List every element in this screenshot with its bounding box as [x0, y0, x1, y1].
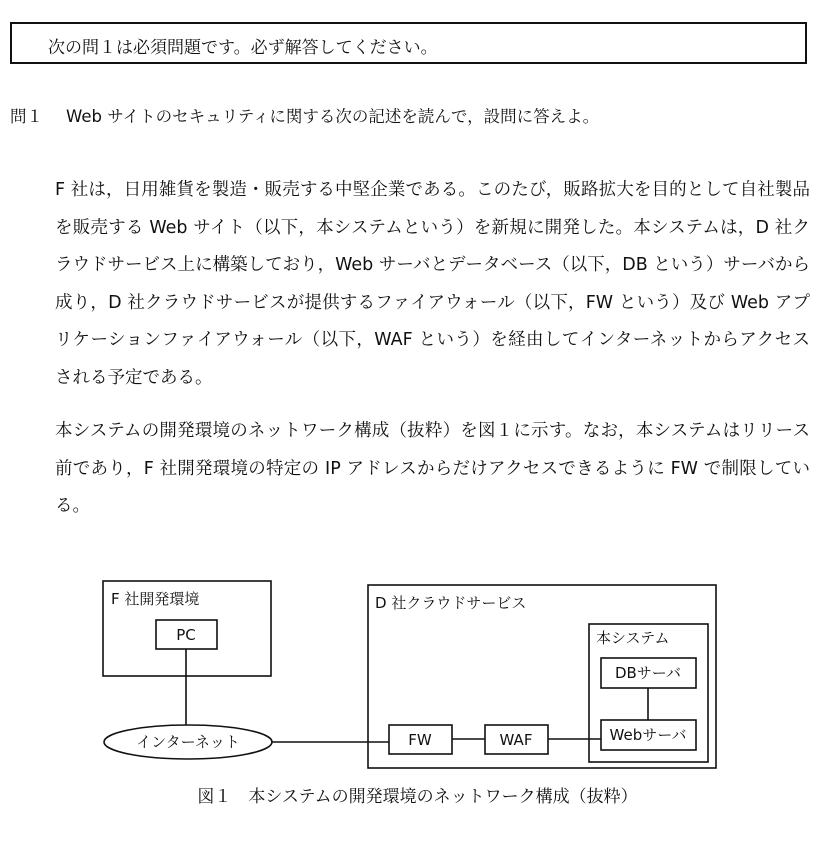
network-diagram — [0, 570, 835, 775]
question-title: Web サイトのセキュリティに関する次の記述を読んで，設問に答えよ。 — [66, 107, 600, 126]
web-server-label: Webサーバ — [609, 726, 687, 744]
db-server-label: DBサーバ — [614, 664, 682, 682]
question-number: 問１ — [10, 107, 43, 126]
system-label: 本システム — [596, 629, 670, 647]
mandatory-notice-text: 次の問１は必須問題です。必ず解答してください。 — [48, 38, 438, 58]
figure-caption: 図１ 本システムの開発環境のネットワーク構成（抜粋） — [197, 787, 638, 807]
question-heading — [10, 103, 599, 127]
internet-label: インターネット — [136, 733, 240, 751]
fw-label: FW — [408, 731, 432, 749]
d-cloud-label: D 社クラウドサービス — [375, 594, 527, 612]
paragraph-1: F 社は，日用雑貨を製造・販売する中堅企業である。このたび，販路拡大を目的として自社製品を販売する Web サイト（以下，本システムという）を新規に開発した。本システムは，D 社クラウドサービス上に構築しており，Web サーバとデータベース（以下，DB という）サーバから成り，D 社クラウドサービスが提供するファイアウォール（以下，FW という）及び Web アプリケーションファイアウォール（以下，WAF という）を経由してインターネットからアクセスされる予定である。 — [55, 180, 810, 388]
f-dev-env-label: F 社開発環境 — [111, 590, 200, 608]
pc-label: PC — [176, 626, 196, 644]
paragraph-2: 本システムの開発環境のネットワーク構成（抜粋）を図１に示す。なお，本システムはリリース前であり，F 社開発環境の特定の IP アドレスからだけアクセスできるように FW で制限している。 — [55, 421, 810, 516]
mandatory-notice-box — [10, 22, 807, 64]
waf-label: WAF — [499, 731, 533, 749]
